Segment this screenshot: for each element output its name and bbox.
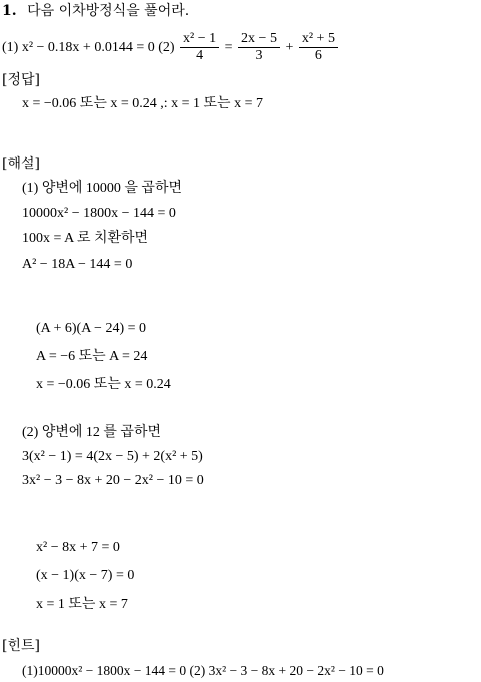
solution-step: x = −0.06 또는 x = 0.24 [36, 377, 171, 392]
answer-heading: [정답] [2, 72, 40, 88]
answer-text: x = −0.06 또는 x = 0.24 ,: x = 1 또는 x = 7 [22, 96, 263, 111]
problem-instruction: 다음 이차방정식을 풀어라. [27, 3, 190, 19]
solution-step: x² − 8x + 7 = 0 [36, 540, 120, 555]
hint-text: (1)10000x² − 1800x − 144 = 0 (2) 3x² − 3 − 8x + 20 − 2x² − 10 = 0 [22, 663, 384, 678]
solution-line: 3x² − 3 − 8x + 20 − 2x² − 10 = 0 [22, 473, 204, 488]
solution-line: 10000x² − 1800x − 144 = 0 [22, 206, 176, 221]
fraction-3-denominator: 6 [314, 48, 322, 64]
solution-step: A = −6 또는 A = 24 [36, 349, 148, 364]
solution-line: 100x = A 로 치환하면 [22, 231, 149, 246]
solution-line: 3(x² − 1) = 4(2x − 5) + 2(x² + 5) [22, 449, 203, 464]
solution-step: (A + 6)(A − 24) = 0 [36, 321, 147, 336]
plus-sign: + [285, 40, 294, 55]
solution-step: x = 1 또는 x = 7 [36, 597, 128, 612]
problem-number: 1. [2, 3, 17, 19]
part1-label: (1) [2, 40, 19, 55]
solution-step: (x − 1)(x − 7) = 0 [36, 568, 135, 583]
fraction-1-numerator: x² − 1 [180, 31, 219, 48]
equals-sign: = [224, 40, 233, 55]
problem-equations [2, 28, 340, 68]
fraction-3 [299, 31, 338, 64]
part1-equation: x² − 0.18x + 0.0144 = 0 [21, 40, 155, 55]
fraction-2-denominator: 3 [255, 48, 263, 64]
fraction-2 [238, 31, 280, 64]
solution-line: A² − 18A − 144 = 0 [22, 257, 133, 272]
part2-label: (2) [158, 40, 175, 55]
solution-line: (1) 양변에 10000 을 곱하면 [22, 181, 182, 196]
problem-header [2, 2, 189, 20]
fraction-1-denominator: 4 [196, 48, 204, 64]
fraction-1 [180, 31, 219, 64]
hint-heading: [힌트] [2, 638, 40, 654]
fraction-2-numerator: 2x − 5 [238, 31, 280, 48]
fraction-3-numerator: x² + 5 [299, 31, 338, 48]
solution-line: (2) 양변에 12 를 곱하면 [22, 425, 161, 440]
solution-heading: [해설] [2, 156, 40, 172]
